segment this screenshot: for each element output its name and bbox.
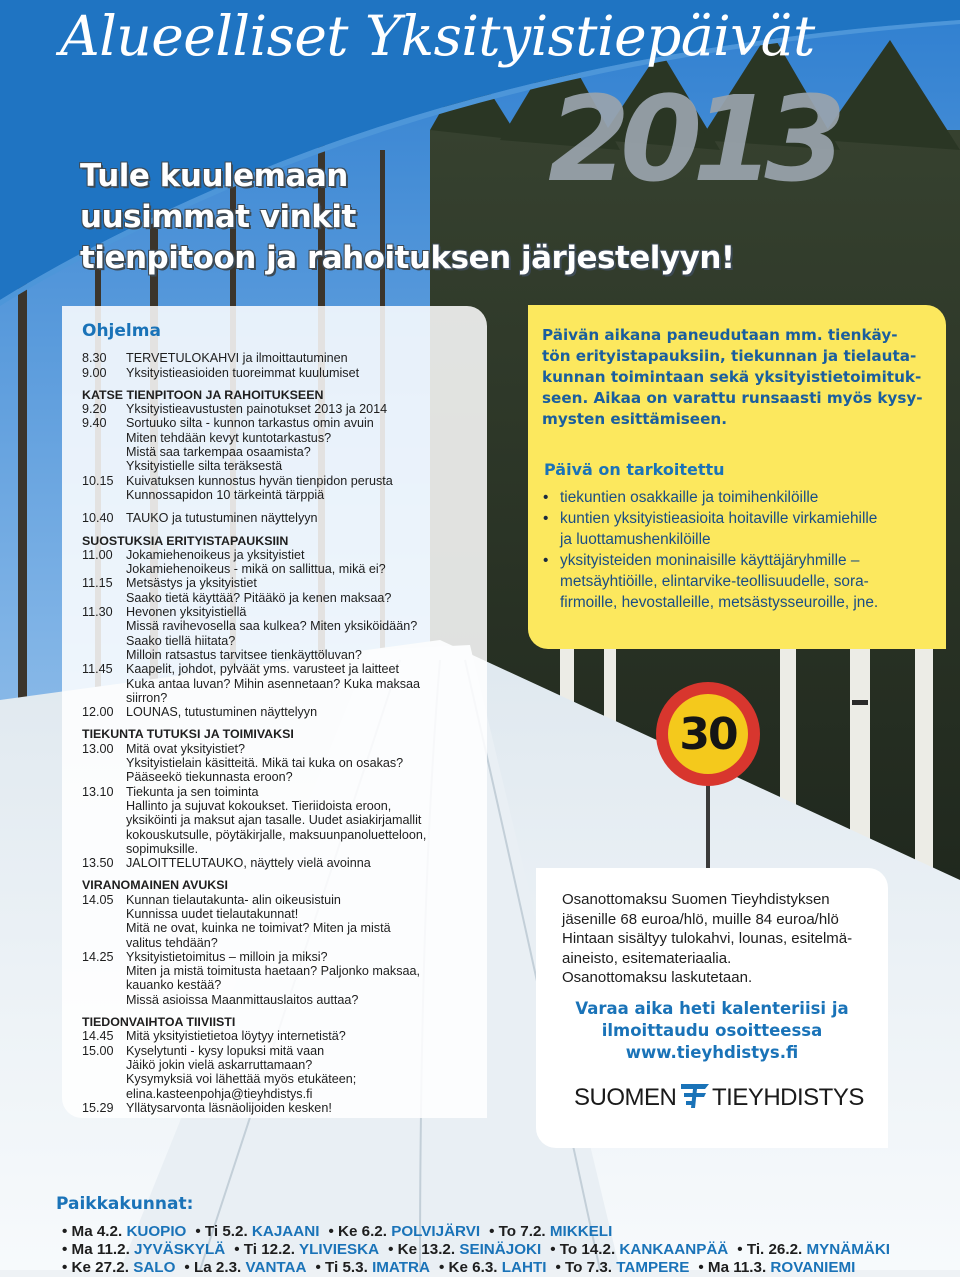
program-panel: [62, 306, 487, 1118]
program-line: kauanko kestää?: [126, 978, 222, 993]
place-item: [555, 1259, 689, 1276]
program-item: [82, 856, 482, 870]
audience-line: metsäyhtiöille, elintarvike-teollisuudelle, sora-: [560, 573, 869, 590]
program-description: [126, 576, 482, 605]
program-item: [82, 893, 482, 950]
place-city: YLIVIESKA: [298, 1241, 380, 1258]
program-item: [82, 742, 482, 785]
program-time: 15.00: [82, 1043, 114, 1058]
program-sections: [82, 351, 482, 1115]
program-line: TAUKO ja tutustuminen näyttelyyn: [126, 511, 318, 526]
program-description: [126, 402, 482, 416]
program-line: Kunnossapidon 10 tärkeintä tärppiä: [126, 487, 325, 502]
fee-text: [562, 890, 880, 988]
program-line: sopimuksille.: [126, 841, 199, 856]
audience-line: • kuntien yksityistieasioita hoitaville virkamiehille: [560, 510, 878, 527]
place-city: KAJAANI: [251, 1223, 320, 1240]
program-item: [82, 416, 482, 473]
places-heading: Paikkakunnat:: [56, 1194, 194, 1214]
place-item: [62, 1241, 225, 1258]
program-time: 8.30: [82, 351, 107, 366]
program-line: Kyselytunti - kysy lopuksi mitä vaan: [126, 1043, 325, 1058]
intro-line: seen. Aikaa on varattu runsaasti myös kysy-: [542, 389, 923, 407]
place-date: To 7.3.: [565, 1259, 612, 1276]
intro-line: tön erityistapauksiin, tiekunnan ja tielauta-: [542, 347, 917, 365]
program-description: [126, 785, 482, 856]
program-line: Kunnan tielautakunta- alin oikeusistuin: [126, 892, 341, 907]
place-item: [184, 1259, 306, 1276]
place-date: Ke 6.2.: [337, 1223, 387, 1240]
tagline-line: uusimmat vinkit: [80, 199, 356, 235]
program-description: [126, 351, 482, 365]
place-city: TAMPERE: [616, 1259, 690, 1276]
program-line: Yksityistieavustusten painotukset 2013 ja 2014: [126, 402, 388, 417]
audience-line: • yksityisteiden moninaisille käyttäjäryhmille –: [560, 552, 860, 569]
program-item: [82, 474, 482, 503]
program-description: [126, 1029, 482, 1043]
tagline-line: Tule kuulemaan: [80, 158, 348, 194]
place-item: [550, 1241, 728, 1258]
program-item: [82, 548, 482, 577]
program-description: [126, 474, 482, 503]
tagline-line: tienpitoon ja rahoituksen järjestelyyn!: [80, 240, 735, 276]
program-section-title: TIEDONVAIHTOA TIIVIISTI: [82, 1015, 236, 1030]
program-line: siirron?: [126, 690, 168, 705]
place-item: [439, 1259, 546, 1276]
program-item: [82, 1029, 482, 1043]
program-line: Milloin ratsastus tarvitsee tienkäyttöluvan?: [126, 647, 362, 662]
program-time: 14.45: [82, 1029, 114, 1044]
program-item: [82, 402, 482, 416]
program-time: 11.15: [82, 576, 113, 591]
program-item: [82, 605, 482, 662]
program-item: [82, 950, 482, 1007]
program-time: 11.30: [82, 605, 113, 620]
place-city: POLVIJÄRVI: [391, 1223, 481, 1240]
program-line: Jokamiehenoikeus ja yksityistiet: [126, 547, 305, 562]
program-time: 9.20: [82, 402, 107, 417]
place-item: [328, 1223, 480, 1240]
purpose-heading: Päivä on tarkoitettu: [544, 460, 725, 479]
place-item: [388, 1241, 541, 1258]
place-item: [698, 1259, 855, 1276]
speed-limit-sign: [656, 682, 760, 786]
program-line: Missä asioissa Maanmittauslaitos auttaa?: [126, 992, 359, 1007]
speed-limit-value: 30: [668, 694, 748, 774]
program-time: 15.29: [82, 1100, 114, 1115]
program-time: 9.40: [82, 416, 107, 431]
program-line: Sortuuko silta - kunnon tarkastus omin avuin: [126, 416, 374, 431]
program-time: 14.25: [82, 949, 114, 964]
place-item: [737, 1241, 890, 1258]
place-date: La 2.3.: [193, 1259, 242, 1276]
program-line: elina.kasteenpohja@tieyhdistys.fi: [126, 1086, 313, 1101]
program-item: [82, 366, 482, 380]
program-item: [82, 511, 482, 525]
place-date: To 14.2.: [559, 1241, 616, 1258]
place-city: ROVANIEMI: [770, 1259, 856, 1276]
place-date: Ke 27.2.: [71, 1259, 129, 1276]
program-line: kokouskutsulle, pöytäkirjalle, maksuunpanoluetteloon,: [126, 827, 427, 842]
place-date: Ma 11.2.: [71, 1241, 130, 1258]
booking-line: Varaa aika heti kalenteriisi ja: [575, 999, 849, 1018]
program-line: valitus tehdään?: [126, 935, 218, 950]
program-section-title: VIRANOMAINEN AVUKSI: [82, 878, 228, 893]
program-line: Saako tiellä hiitata?: [126, 633, 236, 648]
website-link[interactable]: www.tieyhdistys.fi: [625, 1043, 799, 1062]
program-line: Saako tietä käyttää? Pitääkö ja kenen maksaa?: [126, 590, 392, 605]
program-time: 11.00: [82, 547, 113, 562]
program-line: Hallinto ja sujuvat kokoukset. Tieriidoista eroon,: [126, 798, 392, 813]
program-section-title: TIEKUNTA TUTUKSI JA TOIMIVAKSI: [82, 727, 294, 742]
program-description: [126, 605, 482, 662]
program-item: [82, 1101, 482, 1115]
intro-text: [542, 325, 932, 430]
place-city: SALO: [133, 1259, 176, 1276]
program-description: [126, 1101, 482, 1115]
program-section-title: KATSE TIENPITOON JA RAHOITUKSEEN: [82, 387, 324, 402]
brand-name-right: TIEYHDISTYS: [712, 1084, 864, 1111]
program-line: LOUNAS, tutustuminen näyttelyyn: [126, 705, 318, 720]
place-date: Ti. 26.2.: [746, 1241, 803, 1258]
program-line: Mitä yksityistietietoa löytyy internetistä?: [126, 1029, 346, 1044]
program-line: Yksityistieasioiden tuoreimmat kuulumiset: [126, 365, 360, 380]
program-item: [82, 351, 482, 365]
program-time: 11.45: [82, 662, 113, 677]
places-list: [62, 1223, 952, 1277]
fee-panel: [536, 868, 888, 1148]
program-time: 10.15: [82, 473, 114, 488]
place-item: [195, 1223, 319, 1240]
program-line: Pääseekö tiekunnasta eroon?: [126, 770, 293, 785]
program-line: Jäikö jokin vielä askarruttamaan?: [126, 1057, 313, 1072]
program-line: Jokamiehenoikeus - mikä on sallittua, mikä ei?: [126, 562, 386, 577]
tagline: [80, 156, 735, 279]
audience-item: [542, 508, 937, 550]
program-item: [82, 785, 482, 856]
year-label: 2013: [548, 70, 837, 208]
place-city: IMATRA: [372, 1259, 430, 1276]
place-item: [489, 1223, 612, 1240]
places-line: [62, 1223, 952, 1241]
program-time: 14.05: [82, 892, 114, 907]
audience-line: ja luottamushenkilöille: [560, 531, 711, 548]
program-line: Missä ravihevosella saa kulkea? Miten yksiköidään?: [126, 619, 418, 634]
program-description: [126, 416, 482, 473]
audience-line: firmoille, hevostalleille, metsästysseuroille, jne.: [560, 594, 879, 611]
program-line: Yllätysarvonta läsnäolijoiden kesken!: [126, 1100, 332, 1115]
program-line: Miten ja mistä toimitusta haetaan? Paljonko maksaa,: [126, 964, 421, 979]
program-line: JALOITTELUTAUKO, näyttely vielä avoinna: [126, 856, 371, 871]
place-city: MIKKELI: [549, 1223, 613, 1240]
place-date: Ti 5.3.: [325, 1259, 368, 1276]
program-item: [82, 576, 482, 605]
program-line: Hevonen yksityistiellä: [126, 605, 247, 620]
places-line: [62, 1259, 952, 1277]
program-time: 13.50: [82, 856, 114, 871]
place-item: [316, 1259, 431, 1276]
program-line: Kaapelit, johdot, pylväät yms. varusteet ja laitteet: [126, 662, 400, 677]
program-line: Mistä saa tarkempaa osaamista?: [126, 445, 311, 460]
audience-item: [542, 550, 937, 613]
program-line: Kuivatuksen kunnostus hyvän tienpidon perusta: [126, 473, 393, 488]
intro-line: kunnan toimintaan sekä yksityistietoimituk-: [542, 368, 922, 386]
place-city: MYNÄMÄKI: [806, 1241, 891, 1258]
intro-line: Päivän aikana paneudutaan mm. tienkäy-: [542, 326, 898, 344]
place-date: Ke 6.3.: [448, 1259, 498, 1276]
program-description: [126, 1044, 482, 1101]
place-city: KANKAANPÄÄ: [619, 1241, 729, 1258]
intro-line: mysten esittämiseen.: [542, 410, 727, 428]
program-line: yksiköinti ja maksut ajan tasalle. Uudet asiakirjamallit: [126, 813, 422, 828]
program-description: [126, 893, 482, 950]
program-line: Tiekunta ja sen toiminta: [126, 784, 259, 799]
place-date: Ma 4.2.: [71, 1223, 123, 1240]
main-title: Alueelliset Yksityistiepäivät: [60, 4, 815, 68]
program-line: Yksityistietoimitus – milloin ja miksi?: [126, 949, 328, 964]
program-section-title: SUOSTUKSIA ERITYISTAPAUKSIIN: [82, 533, 289, 548]
program-spacer: [82, 502, 482, 511]
place-city: KUOPIO: [126, 1223, 187, 1240]
program-time: 13.10: [82, 784, 114, 799]
place-city: SEINÄJOKI: [459, 1241, 542, 1258]
program-line: Kuka antaa luvan? Mihin asennetaan? Kuka maksaa: [126, 676, 421, 691]
program-line: Yksityistielain käsitteitä. Mikä tai kuka on osakas?: [126, 756, 404, 771]
place-city: LAHTI: [501, 1259, 547, 1276]
program-item: [82, 1044, 482, 1101]
program-line: Kysymyksiä voi lähettää myös etukäteen;: [126, 1072, 357, 1087]
place-city: VANTAA: [245, 1259, 307, 1276]
tieyhdistys-logo-icon: [678, 1080, 712, 1112]
program-line: TERVETULOKAHVI ja ilmoittautuminen: [126, 351, 348, 366]
program-description: [126, 950, 482, 1007]
program-description: [126, 705, 482, 719]
booking-text: [546, 998, 878, 1064]
place-item: [62, 1259, 175, 1276]
program-time: 9.00: [82, 365, 107, 380]
program-line: Metsästys ja yksityistiet: [126, 576, 257, 591]
program-description: [126, 662, 482, 705]
place-item: [62, 1223, 186, 1240]
place-date: Ke 13.2.: [397, 1241, 456, 1258]
program-time: 10.40: [82, 511, 114, 526]
place-item: [234, 1241, 379, 1258]
program-line: Miten tehdään kevyt kuntotarkastus?: [126, 430, 332, 445]
program-time: 13.00: [82, 741, 114, 756]
program-description: [126, 548, 482, 577]
brand-name-left: SUOMEN: [574, 1084, 677, 1111]
place-date: Ti 5.2.: [204, 1223, 248, 1240]
booking-line: ilmoittaudu osoitteessa: [601, 1021, 823, 1040]
place-date: Ma 11.3.: [707, 1259, 767, 1276]
fee-line: Osanottomaksu laskutetaan.: [562, 969, 753, 986]
program-description: [126, 856, 482, 870]
program-line: Kunnissa uudet tielautakunnat!: [126, 906, 299, 921]
audience-line: • tiekuntien osakkaille ja toimihenkilöille: [560, 489, 819, 506]
place-city: JYVÄSKYLÄ: [134, 1241, 226, 1258]
program-line: Mitä ovat yksityistiet?: [126, 741, 245, 756]
program-description: [126, 366, 482, 380]
program-item: [82, 662, 482, 705]
fee-line: Hintaan sisältyy tulokahvi, lounas, esitelmä-: [562, 930, 853, 947]
program-line: Mitä ne ovat, kuinka ne toimivat? Miten ja mistä: [126, 921, 391, 936]
place-date: To 7.2.: [498, 1223, 546, 1240]
program-heading: Ohjelma: [82, 321, 161, 341]
audience-list: [542, 487, 937, 613]
fee-line: Osanottomaksu Suomen Tieyhdistyksen: [562, 891, 830, 908]
place-date: Ti 12.2.: [243, 1241, 295, 1258]
program-time: 12.00: [82, 705, 114, 720]
places-line: [62, 1241, 952, 1259]
audience-item: [542, 487, 937, 508]
fee-line: aineisto, esitemateriaalia.: [562, 949, 732, 967]
program-description: [126, 511, 482, 525]
program-item: [82, 705, 482, 719]
info-panel: [528, 305, 946, 649]
program-line: Yksityistielle silta teräksestä: [126, 459, 283, 474]
fee-line: jäsenille 68 euroa/hlö, muille 84 euroa/hlö: [562, 910, 839, 928]
program-description: [126, 742, 482, 785]
